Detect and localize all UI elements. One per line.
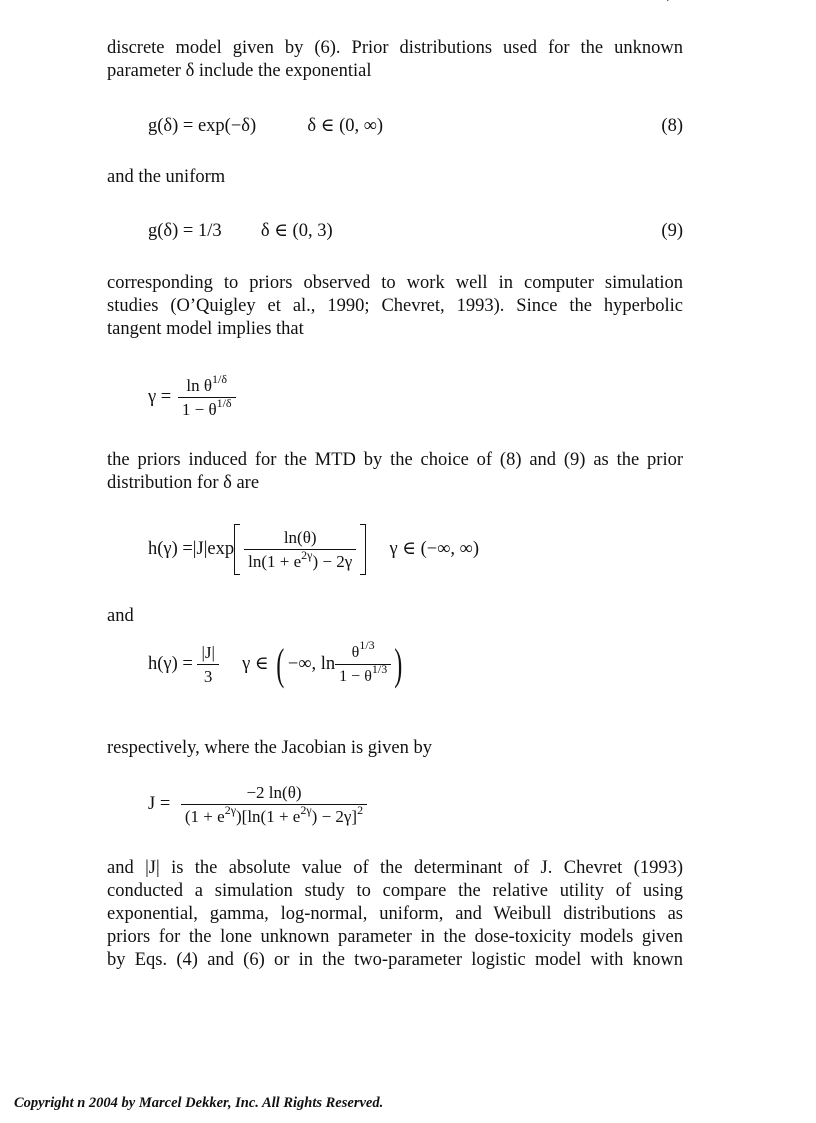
equation-8-lhs: g(δ) = exp(−δ) [148,116,257,136]
text-line: parameter δ include the exponential [107,61,372,81]
text-line: and |J| is the absolute value of the determinant of J. Chevret (1993) [107,858,683,878]
equation-jacobian [148,781,367,828]
equation-9-domain: δ ∈ (0, 3) [260,221,333,241]
text-line: tangent model implies that [107,319,304,339]
equation-8-number: (8) [661,116,683,136]
equation-9-lhs: g(δ) = 1/3 [148,221,222,241]
equation-j-lhs: J = [148,793,171,814]
text-line: studies (O’Quigley et al., 1990; Chevret, 1993). Since the hyperbolic [107,296,683,316]
fraction-denominator: $(1 + e^{2\gamma})[\ln(1 + e^{2\gamma}) - 2\gamma]^2$ [184,803,364,826]
equation-h-uniform [148,638,406,689]
text-line: and [107,606,134,626]
fraction-numerator: −2 ln(θ) [181,781,367,805]
equation-gamma [148,374,236,421]
text-line: corresponding to priors observed to work well in computer simulation [107,273,683,293]
fraction-denominator: $\ln(1 + e^{2\gamma}) - 2\gamma$ [248,548,353,571]
equation-h2-inner-fraction [335,638,391,688]
equation-9-number: (9) [661,221,683,241]
fraction-denominator: $1 - \theta^{1/\delta}$ [181,396,232,419]
text-line: the priors induced for the MTD by the choice of (8) and (9) as the prior [107,450,683,470]
text-line: discrete model given by (6). Prior distributions used for the unknown [107,38,683,58]
equation-h1-bracket [234,526,366,573]
text-line: and the uniform [107,167,226,187]
paragraph-5 [107,605,683,628]
text-line: priors for the lone unknown parameter in the dose-toxicity models given [107,927,683,947]
equation-8 [148,115,383,138]
copyright-footer: Copyright n 2004 by Marcel Dekker, Inc. All Rights Reserved. [14,1095,384,1111]
text-line: respectively, where the Jacobian is given by [107,738,433,758]
text-line: by Eqs. (4) and (6) or in the two-parameter logistic model with known [107,950,683,970]
paragraph-1 [107,37,683,83]
paragraph-4 [107,449,683,495]
paragraph-3 [107,272,683,341]
equation-h2-lhs: h(γ) = [148,653,193,674]
equation-h-exponential [148,526,479,573]
paragraph-7 [107,857,683,972]
fraction-denominator: $1 - \theta^{1/3}$ [339,662,388,685]
equation-h2-inner: −∞, ln [287,653,336,674]
paragraph-6 [107,737,683,760]
equation-h2-domain-prefix: γ ∈ [242,653,269,674]
page-corner-mark: · [665,0,670,9]
equation-h2-fraction [197,641,218,688]
equation-h1-domain: γ ∈ (−∞, ∞) [389,538,479,559]
equation-8-domain: δ ∈ (0, ∞) [307,116,384,136]
fraction-numerator: $\theta^{1/3}$ [335,641,391,665]
paragraph-2 [107,166,683,189]
equation-h1-lhs: h(γ) =|J|exp [148,538,235,559]
equation-9 [148,220,333,243]
close-paren: ) [394,639,403,689]
fraction-numerator: ln(θ) [244,526,356,550]
fraction-denominator: 3 [203,667,213,686]
equation-gamma-lhs: γ = [148,386,172,407]
text-line: exponential, gamma, log-normal, uniform, and Weibull distributions as [107,904,683,924]
equation-gamma-fraction [178,374,236,421]
text-line: distribution for δ are [107,473,260,493]
equation-j-fraction [181,781,367,828]
fraction-numerator: |J| [197,641,218,665]
fraction-numerator: $\ln \theta^{1/\delta}$ [178,374,236,398]
text-line: conducted a simulation study to compare the relative utility of using [107,881,683,901]
equation-h1-fraction [244,526,356,573]
open-paren: ( [276,639,285,689]
